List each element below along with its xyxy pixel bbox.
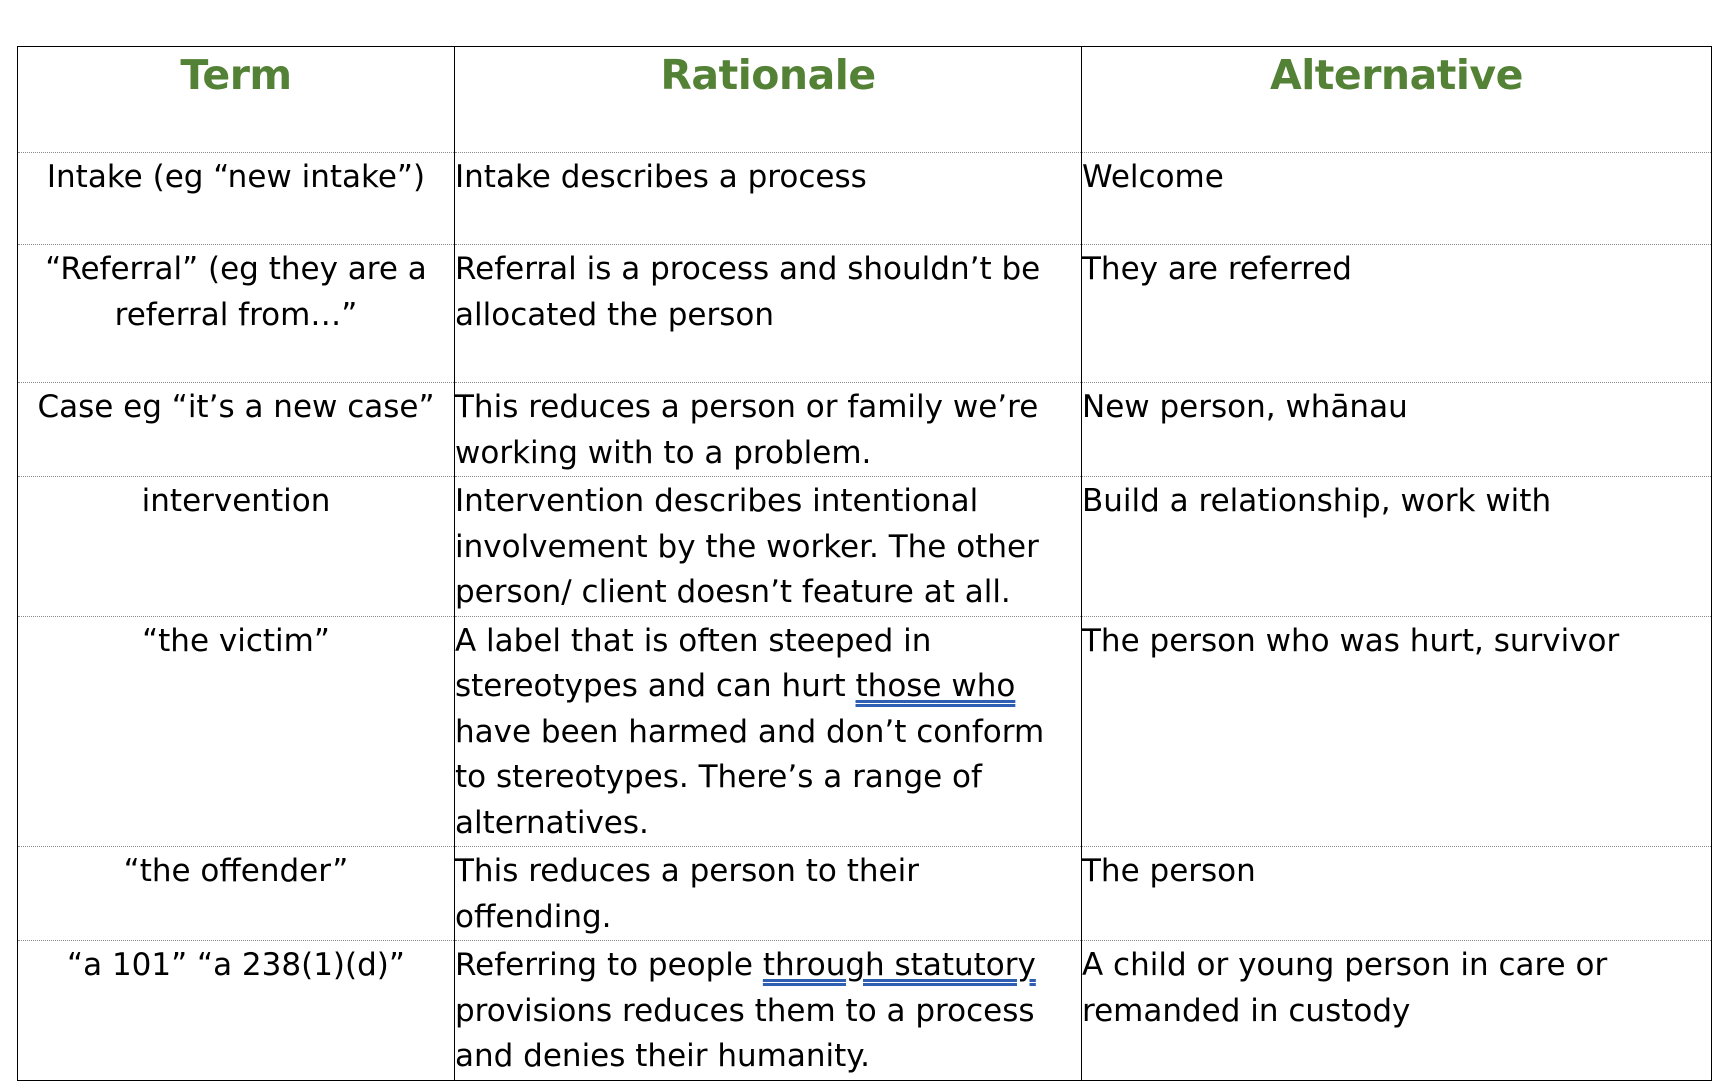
- term-cell: intervention: [18, 477, 455, 617]
- table-row: [18, 383, 1712, 477]
- header-alternative: Alternative: [1082, 47, 1712, 153]
- rationale-cell: [455, 941, 1082, 1081]
- alternative-cell: The person: [1082, 847, 1712, 941]
- rationale-cell: Intake describes a process: [455, 153, 1082, 245]
- rationale-cell: Referral is a process and shouldn’t be allocated the person: [455, 245, 1082, 383]
- table-row: [18, 153, 1712, 245]
- table-row: [18, 616, 1712, 847]
- term-cell: Intake (eg “new intake”): [18, 153, 455, 245]
- header-row: [18, 47, 1712, 153]
- underlined-phrase: those who: [855, 668, 1016, 704]
- table-row: [18, 941, 1712, 1081]
- term-cell: “a 101” “a 238(1)(d)”: [18, 941, 455, 1081]
- term-cell: “Referral” (eg they are a referral from…”: [18, 245, 455, 383]
- header-term: Term: [18, 47, 455, 153]
- table-row: [18, 477, 1712, 617]
- rationale-text: provisions reduces them to a process and denies their humanity.: [455, 992, 1035, 1074]
- underlined-phrase: through statutory: [762, 947, 1036, 983]
- alternative-cell: New person, whānau: [1082, 383, 1712, 477]
- rationale-cell: Intervention describes intentional involvement by the worker. The other person/ client doesn’t feature at all.: [455, 477, 1082, 617]
- term-cell: Case eg “it’s a new case”: [18, 383, 455, 477]
- table-row: [18, 847, 1712, 941]
- term-cell: “the victim”: [18, 616, 455, 847]
- alternative-cell: Build a relationship, work with: [1082, 477, 1712, 617]
- rationale-cell: [455, 616, 1082, 847]
- rationale-text: have been harmed and don’t conform to stereotypes. There’s a range of alternatives.: [455, 713, 1045, 841]
- table-header: [18, 47, 1712, 153]
- alternative-cell: A child or young person in care or remanded in custody: [1082, 941, 1712, 1081]
- rationale-cell: This reduces a person to their offending.: [455, 847, 1082, 941]
- header-rationale: Rationale: [455, 47, 1082, 153]
- alternative-cell: The person who was hurt, survivor: [1082, 616, 1712, 847]
- table-row: [18, 245, 1712, 383]
- rationale-cell: This reduces a person or family we’re working with to a problem.: [455, 383, 1082, 477]
- term-cell: “the offender”: [18, 847, 455, 941]
- rationale-text: A label that is often steeped in stereotypes and can hurt: [455, 622, 932, 704]
- alternative-cell: Welcome: [1082, 153, 1712, 245]
- rationale-text: Referring to people: [455, 947, 763, 983]
- alternative-cell: They are referred: [1082, 245, 1712, 383]
- table-body: [18, 153, 1712, 1081]
- terminology-table: [17, 46, 1712, 1081]
